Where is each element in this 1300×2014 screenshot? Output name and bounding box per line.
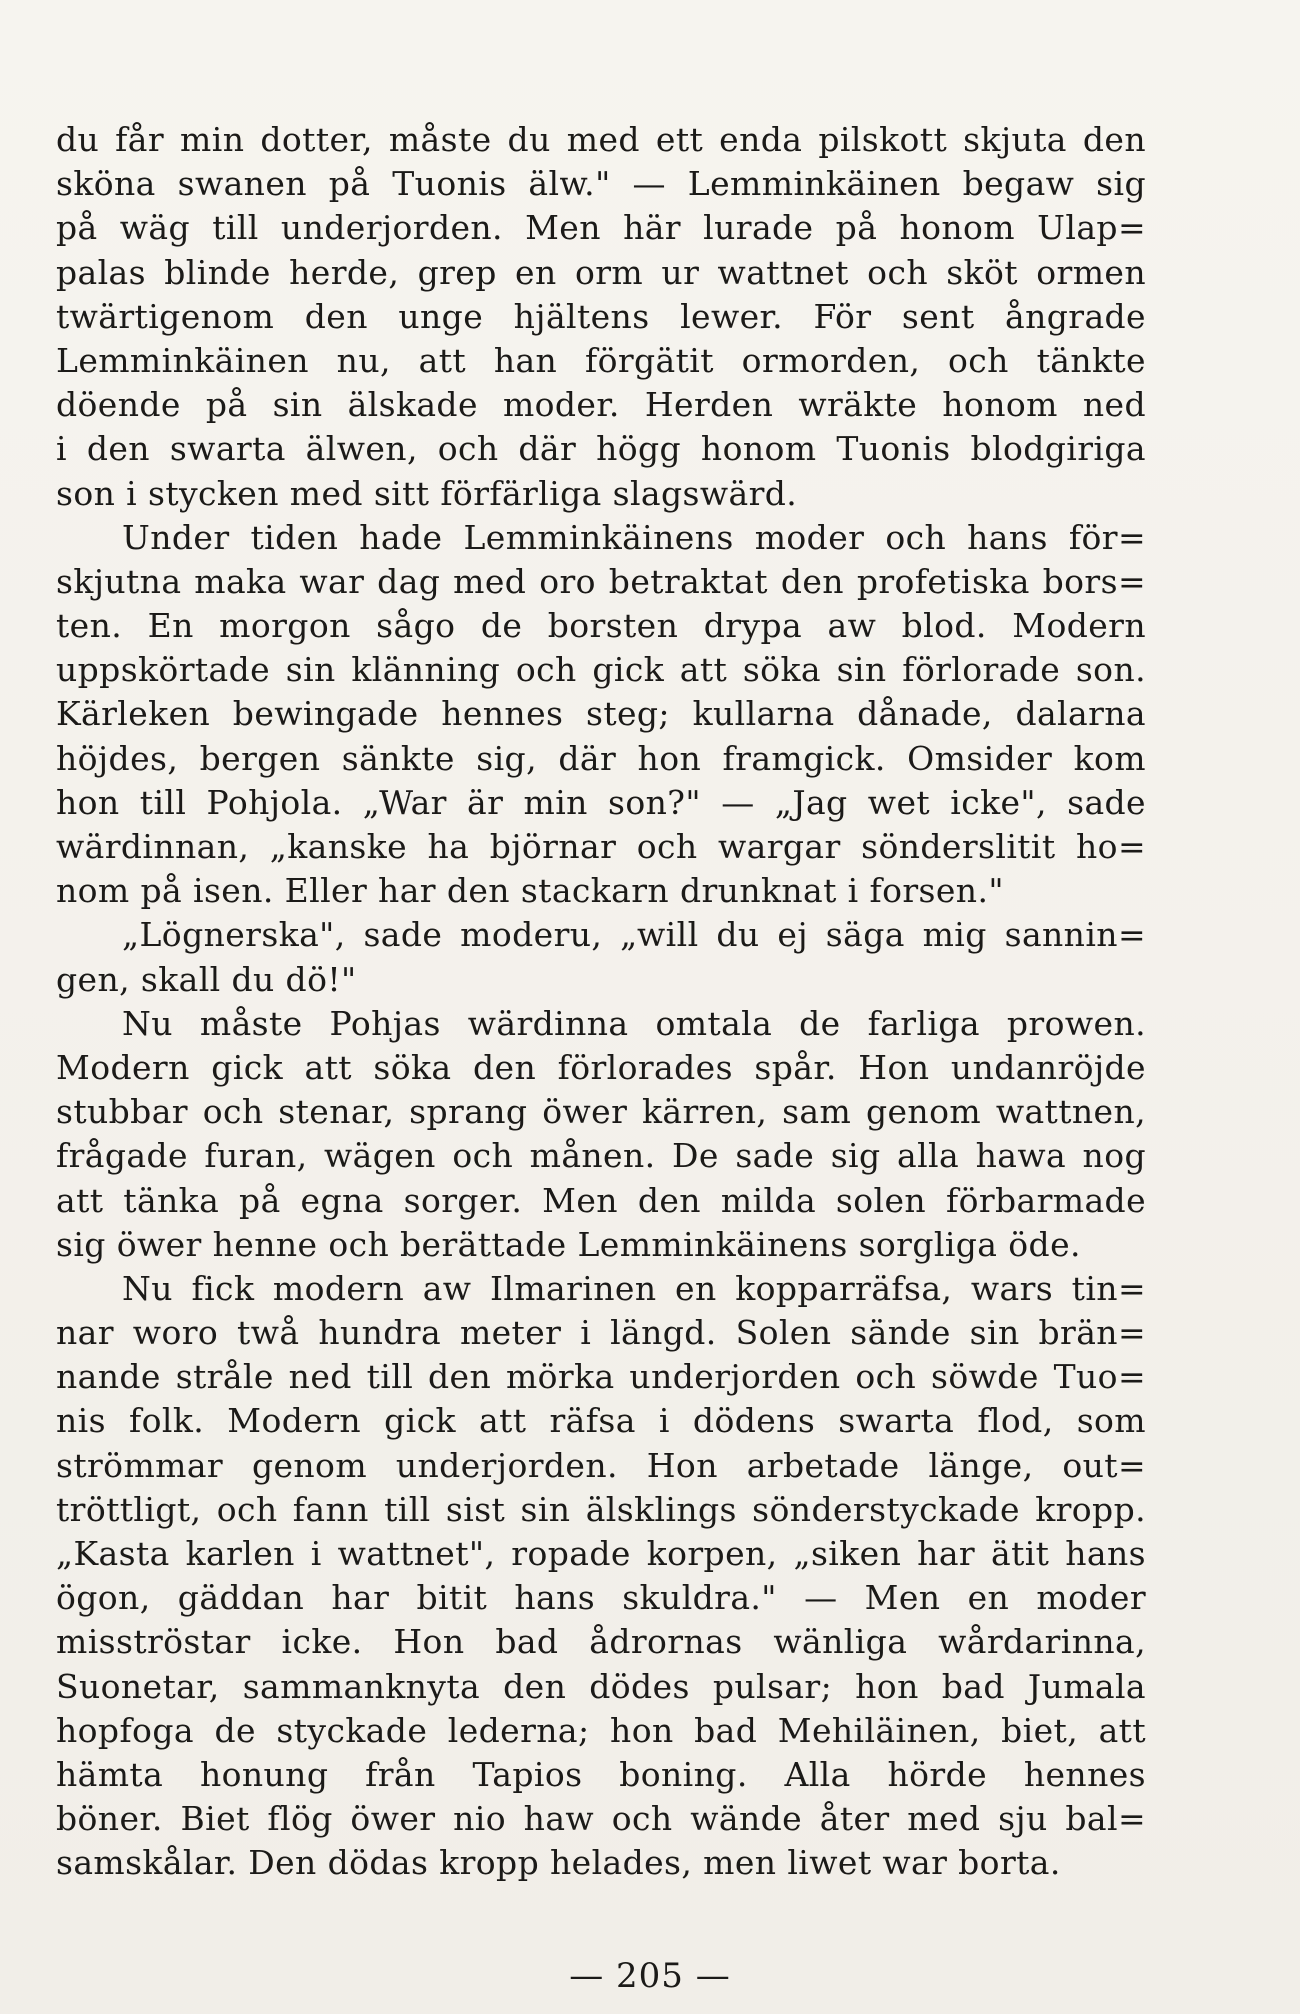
text-line: böner. Biet flög öwer nio haw och wände åter med sju bal= <box>56 1799 1146 1839</box>
text-line: du får min dotter, måste du med ett enda pilskott skjuta den <box>56 120 1146 159</box>
page-number: — 205 — <box>569 1956 731 1996</box>
text-line: frågade furan, wägen och månen. De sade sig alla hawa nog <box>56 1136 1146 1176</box>
text-line: i den swarta älwen, och där högg honom Tuonis blodgiriga <box>56 429 1146 469</box>
text-line: tröttligt, och fann till sist sin älsklings sönderstyckade kropp. <box>56 1489 1146 1529</box>
text-line: Suonetar, sammanknyta den dödes pulsar; hon bad Jumala <box>56 1666 1146 1706</box>
text-line: sig öwer henne och berättade Lemminkäinens sorgliga öde. <box>56 1224 1081 1264</box>
text-line: nom på isen. Eller har den stackarn drunknat i forsen." <box>56 871 1004 911</box>
text-line: Nu fick modern aw Ilmarinen en kopparräfsa, wars tin= <box>122 1268 1146 1308</box>
text-line: gen, skall du dö!" <box>56 959 357 999</box>
body-text <box>56 118 1146 1886</box>
text-line: hon till Pohjola. „War är min son?" — „Jag wet icke", sade <box>56 782 1146 822</box>
text-line: Lemminkäinen nu, att han förgätit ormorden, och tänkte <box>56 340 1146 380</box>
text-line: strömmar genom underjorden. Hon arbetade länge, out= <box>56 1445 1146 1485</box>
text-line: ten. En morgon sågo de borsten drypa aw blod. Modern <box>56 606 1146 646</box>
text-line: „Kasta karlen i wattnet", ropade korpen, „siken har ätit hans <box>56 1534 1146 1573</box>
text-line: Kärleken bewingade hennes steg; kullarna dånade, dalarna <box>56 694 1146 734</box>
text-line: son i stycken med sitt förfärliga slagswärd. <box>56 473 798 513</box>
text-line: döende på sin älskade moder. Herden wräkte honom ned <box>56 385 1146 425</box>
text-line: sköna swanen på Tuonis älw." — Lemminkäinen begaw sig <box>56 164 1146 204</box>
text-line: Nu måste Pohjas wärdinna omtala de farliga prowen. <box>122 1003 1146 1043</box>
text-line: höjdes, bergen sänkte sig, där hon framgick. Omsider kom <box>56 738 1146 778</box>
text-line: „Lögnerska", sade moderu, „will du ej säga mig sannin= <box>122 915 1146 955</box>
text-line: hämta honung från Tapios boning. Alla hörde hennes <box>56 1754 1146 1794</box>
text-line: ögon, gäddan har bitit hans skuldra." — Men en moder <box>56 1578 1146 1618</box>
text-line: wärdinnan, „kanske ha björnar och wargar sönderslitit ho= <box>56 827 1146 866</box>
text-line: nar woro twå hundra meter i längd. Solen sände sin brän= <box>56 1313 1146 1353</box>
text-line: palas blinde herde, grep en orm ur wattnet och sköt ormen <box>56 252 1146 292</box>
text-line: hopfoga de styckade lederna; hon bad Mehiläinen, biet, att <box>56 1710 1146 1750</box>
text-line: Under tiden hade Lemminkäinens moder och hans för= <box>122 517 1146 557</box>
text-line: misströstar icke. Hon bad ådrornas wänliga wårdarinna, <box>56 1622 1146 1662</box>
text-line: uppskörtade sin klänning och gick att söka sin förlorade son. <box>56 650 1146 690</box>
text-line: att tänka på egna sorger. Men den milda solen förbarmade <box>56 1180 1146 1220</box>
text-line: twärtigenom den unge hjältens lewer. För sent ångrade <box>56 296 1146 336</box>
text-line: nis folk. Modern gick att räfsa i dödens swarta flod, som <box>56 1401 1146 1441</box>
text-line: nande stråle ned till den mörka underjorden och söwde Tuo= <box>56 1357 1146 1397</box>
text-line: Modern gick att söka den förlorades spår. Hon undanröjde <box>56 1047 1146 1087</box>
text-line: skjutna maka war dag med oro betraktat den profetiska bors= <box>56 561 1146 601</box>
text-line: samskålar. Den dödas kropp helades, men liwet war borta. <box>56 1843 1061 1883</box>
text-line: stubbar och stenar, sprang öwer kärren, sam genom wattnen, <box>56 1092 1146 1132</box>
text-line: på wäg till underjorden. Men här lurade på honom Ulap= <box>56 208 1146 248</box>
